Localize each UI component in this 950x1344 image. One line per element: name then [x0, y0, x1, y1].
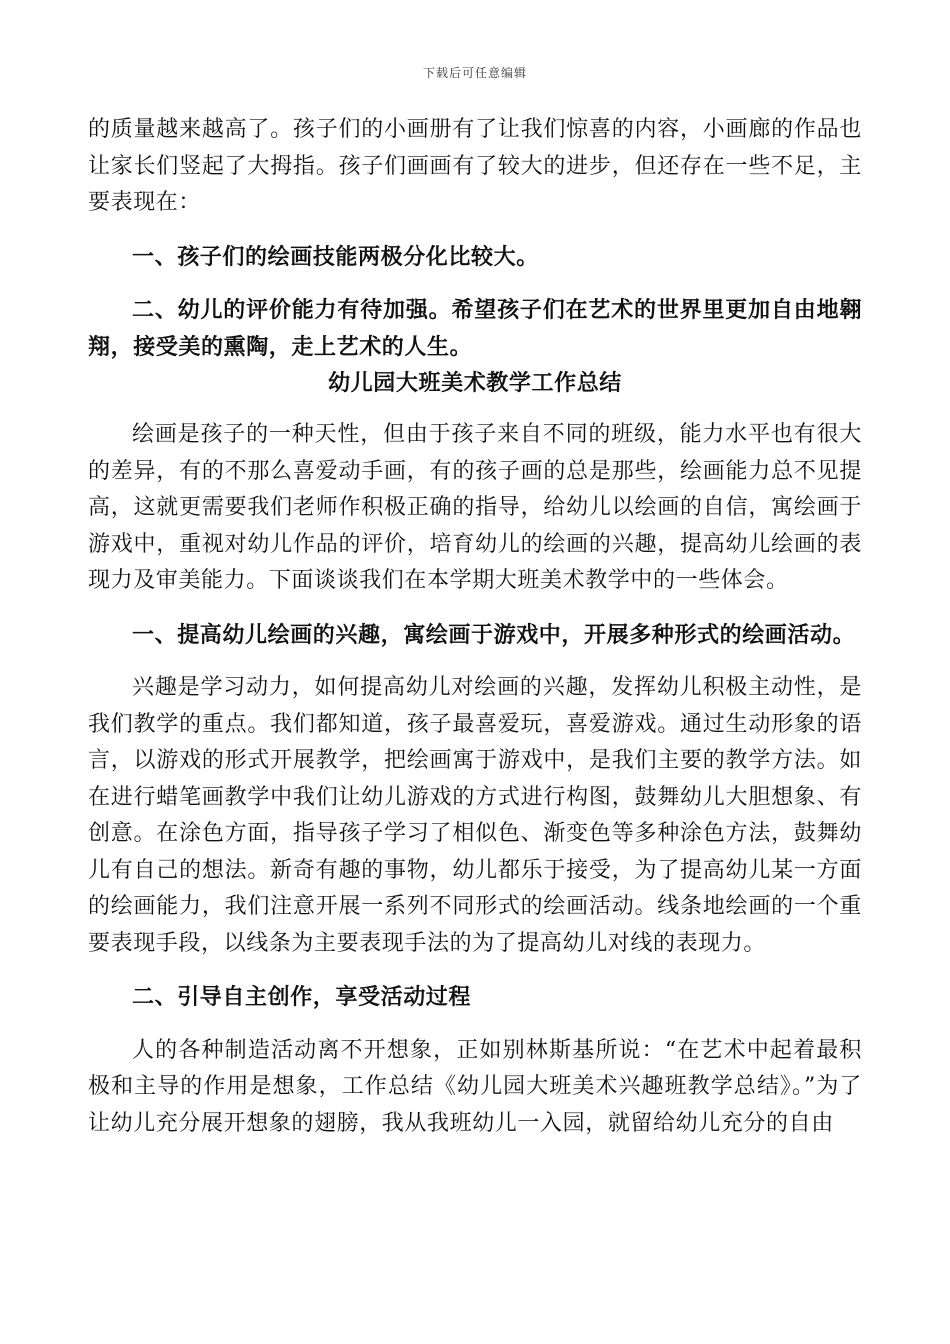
section-two-paragraph: 人的各种制造活动离不开想象，正如别林斯基所说：“在艺术中起着最积极和主导的作用是想象，工作总结《幼儿园大班美术兴趣班教学总结》。”为了让幼儿充分展开想象的翅膀，我从我班幼儿一入园，就留给幼儿充分的自由: [88, 1037, 862, 1136]
section-one-paragraph: 兴趣是学习动力，如何提高幼儿对绘画的兴趣，发挥幼儿积极主动性，是我们教学的重点。我们都知道，孩子最喜爱玩，喜爱游戏。通过生动形象的语言，以游戏的形式开展教学，把绘画寓于游戏中，是我们主要的教学方法。如在进行蜡笔画教学中我们让幼儿游戏的方式进行构图，鼓舞幼儿大胆想象、有创意。在涂色方面，指导孩子学习了相似色、渐变色等多种涂色方法，鼓舞幼儿有自己的想法。新奇有趣的事物，幼儿都乐于接受，为了提高幼儿某一方面的绘画能力，我们注意开展一系列不同形式的绘画活动。线条地绘画的一个重要表现手段，以线条为主要表现手法的为了提高幼儿对线的表现力。: [88, 675, 862, 956]
point-one-heading: 一、孩子们的绘画技能两极分化比较大。: [132, 243, 539, 270]
intro-paragraph: 绘画是孩子的一种天性，但由于孩子来自不同的班级，能力水平也有很大的差异，有的不那么喜爱动手画，有的孩子画的总是那些，绘画能力总不见提高，这就更需要我们老师作积极正确的指导，给幼儿以绘画的自信，寓绘画于游戏中，重视对幼儿作品的评价，培育幼儿的绘画的兴趣，提高幼儿绘画的表现力及审美能力。下面谈谈我们在本学期大班美术教学中的一些体会。: [88, 422, 862, 593]
document-body: [88, 112, 862, 1142]
point-two-heading: 二、幼儿的评价能力有待加强。希望孩子们在艺术的世界里更加自由地翱翔，接受美的熏陶，走上艺术的人生。: [88, 297, 862, 360]
section-one-heading: 一、提高幼儿绘画的兴趣，寓绘画于游戏中，开展多种形式的绘画活动。: [132, 621, 856, 648]
section-title: 幼儿园大班美术教学工作总结: [328, 370, 622, 396]
section-two-heading: 二、引导自主创作，享受活动过程: [132, 984, 472, 1010]
page-header: 下载后可任意编辑: [422, 66, 527, 80]
paragraph-continuation: 的质量越来越高了。孩子们的小画册有了让我们惊喜的内容，小画廊的作品也让家长们竖起了大拇指。孩子们画画有了较大的进步，但还存在一些不足，主要表现在：: [88, 117, 862, 215]
